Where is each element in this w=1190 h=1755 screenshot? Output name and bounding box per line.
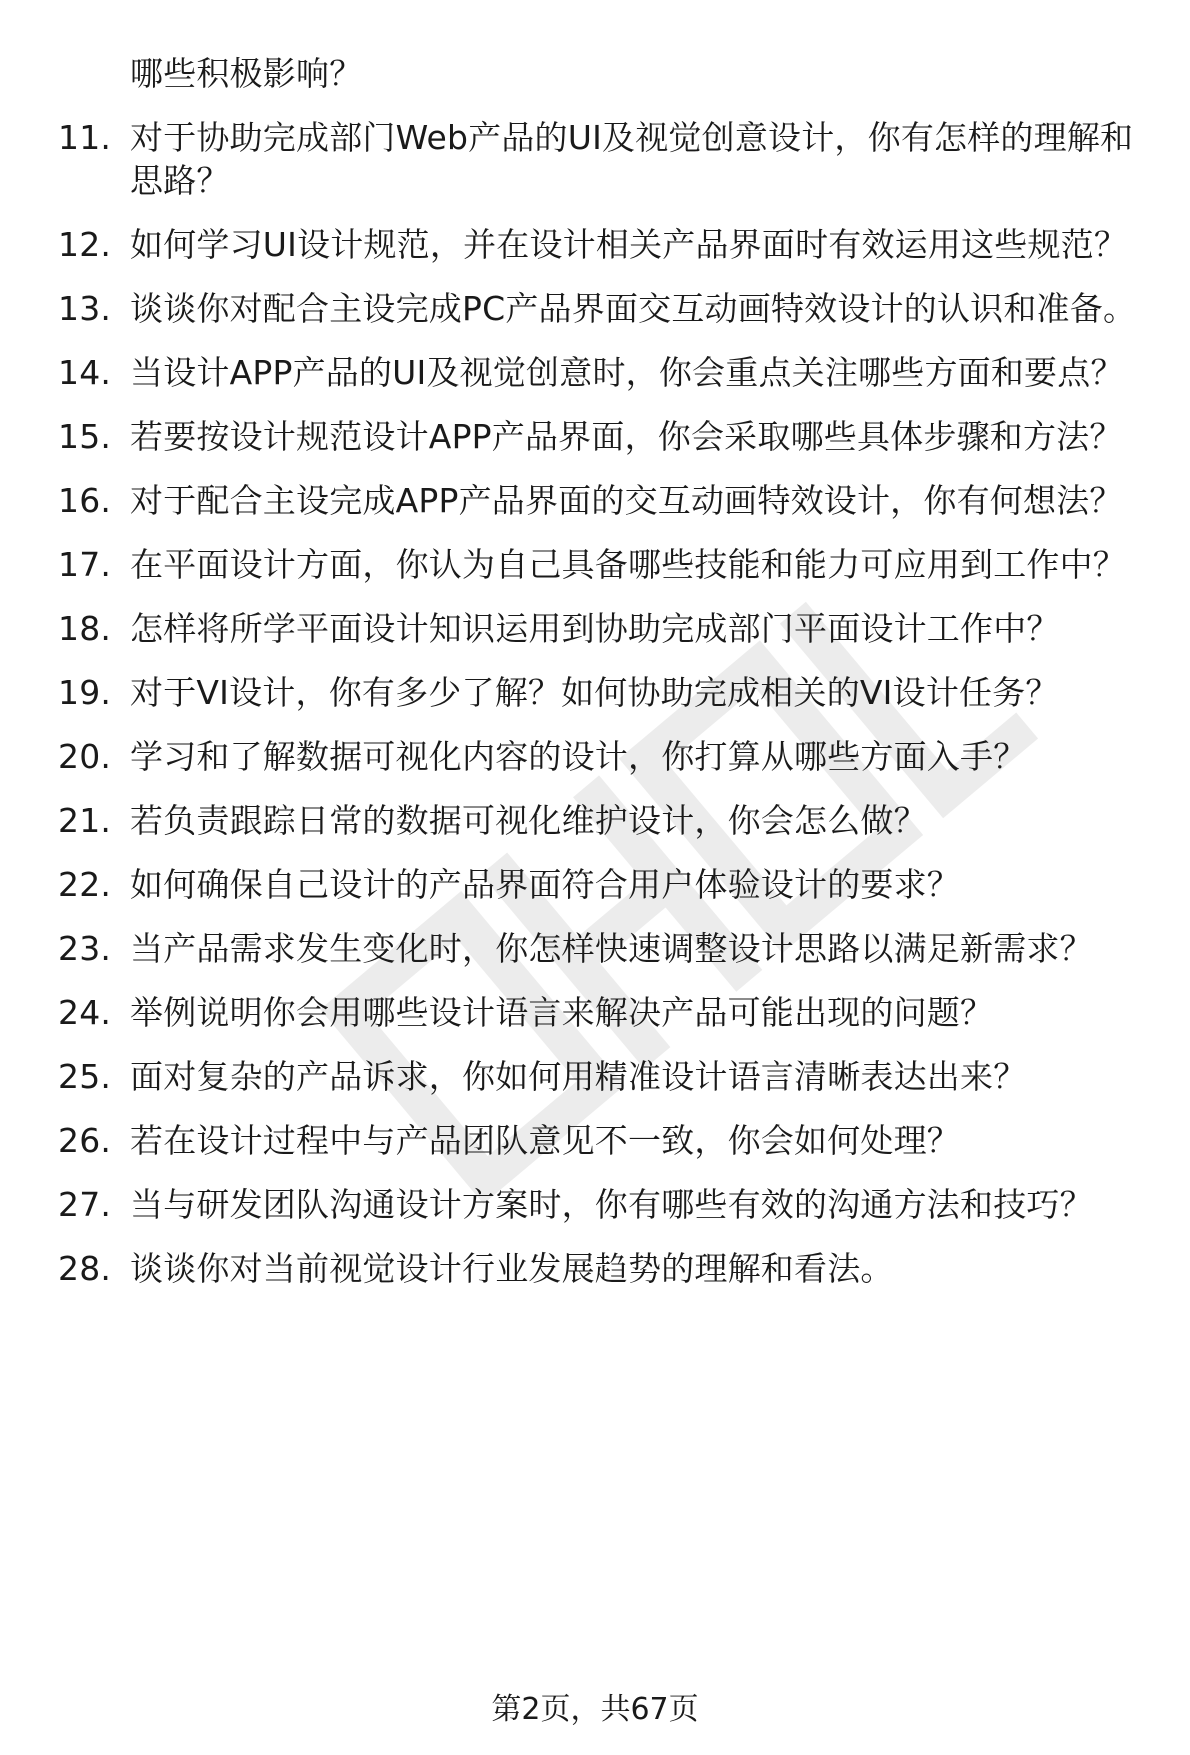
list-item [0,863,1190,906]
list-item-number: 26. [58,1121,112,1160]
list-item-text: 在平面设计方面，你认为自己具备哪些技能和能力可应用到工作中？ [130,545,1126,584]
list-item [0,1119,1190,1162]
list-item-text: 若在设计过程中与产品团队意见不一致，你会如何处理？ [130,1121,960,1160]
list-item-number: 25. [58,1057,112,1096]
list-item [0,223,1190,266]
list-item-number: 11. [58,118,112,157]
list-item-text: 对于VI设计，你有多少了解？如何协助完成相关的VI设计任务？ [130,673,1059,712]
list-item-number: 27. [58,1185,112,1224]
list-item-number: 18. [58,609,112,648]
list-item-text: 若要按设计规范设计APP产品界面，你会采取哪些具体步骤和方法？ [130,417,1123,456]
list-item-text: 对于协助完成部门Web产品的UI及视觉创意设计，你有怎样的理解和思路？ [130,118,1134,200]
list-item-text: 如何学习UI设计规范，并在设计相关产品界面时有效运用这些规范？ [130,225,1128,264]
list-item [0,479,1190,522]
list-item-text: 对于配合主设完成APP产品界面的交互动画特效设计，你有何想法？ [130,481,1123,520]
page-footer [0,1690,1190,1730]
list-item [0,927,1190,970]
list-item-text: 谈谈你对当前视觉设计行业发展趋势的理解和看法。 [130,1249,894,1288]
list-item [0,671,1190,714]
page-number-label: 第2页，共67页 [491,1692,699,1727]
list-item-text: 学习和了解数据可视化内容的设计，你打算从哪些方面入手？ [130,737,1027,776]
list-item-text: 若负责跟踪日常的数据可视化维护设计，你会怎么做？ [130,801,927,840]
list-item-continuation [0,52,1190,95]
list-item-text: 哪些积极影响？ [130,54,363,93]
list-item-number: 22. [58,865,112,904]
list-item-text: 当产品需求发生变化时，你怎样快速调整设计思路以满足新需求？ [130,929,1093,968]
list-item-text: 怎样将所学平面设计知识运用到协助完成部门平面设计工作中？ [130,609,1060,648]
list-item-text: 谈谈你对配合主设完成PC产品界面交互动画特效设计的认识和准备。 [130,289,1137,328]
list-item [0,543,1190,586]
list-item [0,116,1190,202]
list-item [0,991,1190,1034]
list-item [0,1247,1190,1290]
list-item-number: 20. [58,737,112,776]
list-item-text: 举例说明你会用哪些设计语言来解决产品可能出现的问题？ [130,993,994,1032]
list-item-number: 15. [58,417,112,456]
list-item [0,415,1190,458]
list-item-number: 12. [58,225,112,264]
list-item-text: 面对复杂的产品诉求，你如何用精准设计语言清晰表达出来？ [130,1057,1027,1096]
list-item [0,735,1190,778]
list-item-number: 24. [58,993,112,1032]
list-item [0,351,1190,394]
list-item-text: 当设计APP产品的UI及视觉创意时，你会重点关注哪些方面和要点？ [130,353,1124,392]
list-item-number: 13. [58,289,112,328]
list-item-text: 当与研发团队沟通设计方案时，你有哪些有效的沟通方法和技巧？ [130,1185,1093,1224]
list-item [0,1183,1190,1226]
list-item-text: 如何确保自己设计的产品界面符合用户体验设计的要求？ [130,865,960,904]
list-item [0,1055,1190,1098]
list-item-number: 28. [58,1249,112,1288]
list-item [0,799,1190,842]
list-item-number: 19. [58,673,112,712]
list-item-number: 23. [58,929,112,968]
list-item-number: 17. [58,545,112,584]
list-item [0,287,1190,330]
list-item-number: 21. [58,801,112,840]
list-item-number: 16. [58,481,112,520]
question-list [0,52,1190,1311]
list-item [0,607,1190,650]
list-item-number: 14. [58,353,112,392]
